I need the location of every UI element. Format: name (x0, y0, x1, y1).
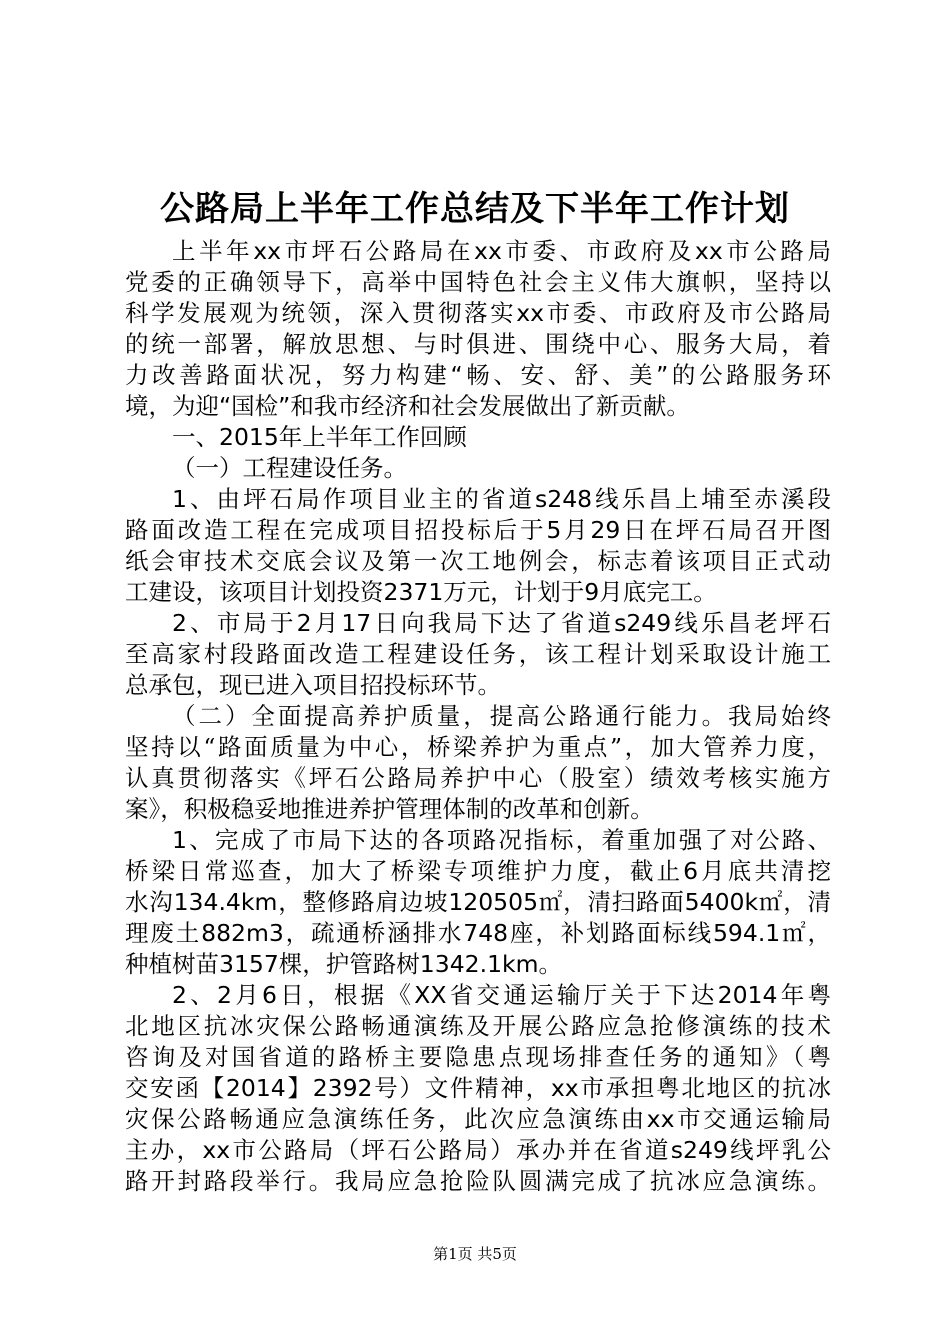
text-line: 工建设，该项目计划投资2371万元，计划于9月底完工。 (125, 578, 717, 606)
page-footer: 第1页 共5页 (433, 1245, 517, 1263)
text-line: 路面改造工程在完成项目招投标后于5月29日在坪石局召开图 (125, 516, 831, 544)
document-title: 公路局上半年工作总结及下半年工作计划 (160, 189, 790, 229)
text-line: 水沟134.4km，整修路肩边坡120505㎡，清扫路面5400k㎡，清 (125, 888, 831, 916)
text-line: 案》，积极稳妥地推进养护管理体制的改革和创新。 (125, 795, 654, 823)
text-line: 理废土882m3，疏通桥涵排水748座，补划路面标线594.1㎡， (125, 919, 831, 947)
text-line: 交安函【2014】2392号）文件精神，xx市承担粤北地区的抗冰 (125, 1074, 831, 1102)
text-line: （二）全面提高养护质量，提高公路通行能力。我局始终 (172, 702, 831, 730)
text-line: 2、2月6日，根据《XX省交通运输厅关于下达2014年粤 (172, 981, 831, 1009)
text-line: 北地区抗冰灾保公路畅通演练及开展公路应急抢修演练的技术 (125, 1012, 831, 1040)
text-line: 路开封路段举行。我局应急抢险队圆满完成了抗冰应急演练。 (125, 1167, 831, 1195)
text-line: 坚持以“路面质量为中心，桥梁养护为重点”，加大管养力度， (125, 733, 831, 761)
text-line: 总承包，现已进入项目招投标环节。 (125, 671, 501, 699)
text-line: 境，为迎“国检”和我市经济和社会发展做出了新贡献。 (125, 392, 690, 420)
text-line: 科学发展观为统领，深入贯彻落实xx市委、市政府及市公路局 (125, 299, 831, 327)
text-line: 1、完成了市局下达的各项路况指标，着重加强了对公路、 (172, 826, 831, 854)
text-line: 2、市局于2月17日向我局下达了省道s249线乐昌老坪石 (172, 609, 831, 637)
text-line: 桥梁日常巡查，加大了桥梁专项维护力度，截止6月底共清挖 (125, 857, 831, 885)
text-line: 力改善路面状况，努力构建“畅、安、舒、美”的公路服务环 (125, 361, 831, 389)
section-heading: 一、2015年上半年工作回顾 (172, 423, 467, 451)
text-line: 种植树苗3157棵，护管路树1342.1km。 (125, 950, 563, 978)
document-body (125, 236, 831, 1197)
text-line: 的统一部署，解放思想、与时俱进、围绕中心、服务大局，着 (125, 330, 831, 358)
text-line: 主办，xx市公路局（坪石公路局）承办并在省道s249线坪乳公 (125, 1136, 831, 1164)
text-line: 纸会审技术交底会议及第一次工地例会，标志着该项目正式动 (125, 547, 831, 575)
text-line: 灾保公路畅通应急演练任务，此次应急演练由xx市交通运输局 (125, 1105, 831, 1133)
subsection-heading: （一）工程建设任务。 (172, 454, 407, 482)
text-line: 1、由坪石局作项目业主的省道s248线乐昌上埔至赤溪段 (172, 485, 831, 513)
text-line: 至高家村段路面改造工程建设任务，该工程计划采取设计施工 (125, 640, 831, 668)
text-line: 党委的正确领导下，高举中国特色社会主义伟大旗帜，坚持以 (125, 268, 831, 296)
text-line: 认真贯彻落实《坪石公路局养护中心（股室）绩效考核实施方 (125, 764, 831, 792)
text-line: 咨询及对国省道的路桥主要隐患点现场排查任务的通知》（粤 (125, 1043, 831, 1071)
text-line: 上半年xx市坪石公路局在xx市委、市政府及xx市公路局 (172, 237, 831, 265)
